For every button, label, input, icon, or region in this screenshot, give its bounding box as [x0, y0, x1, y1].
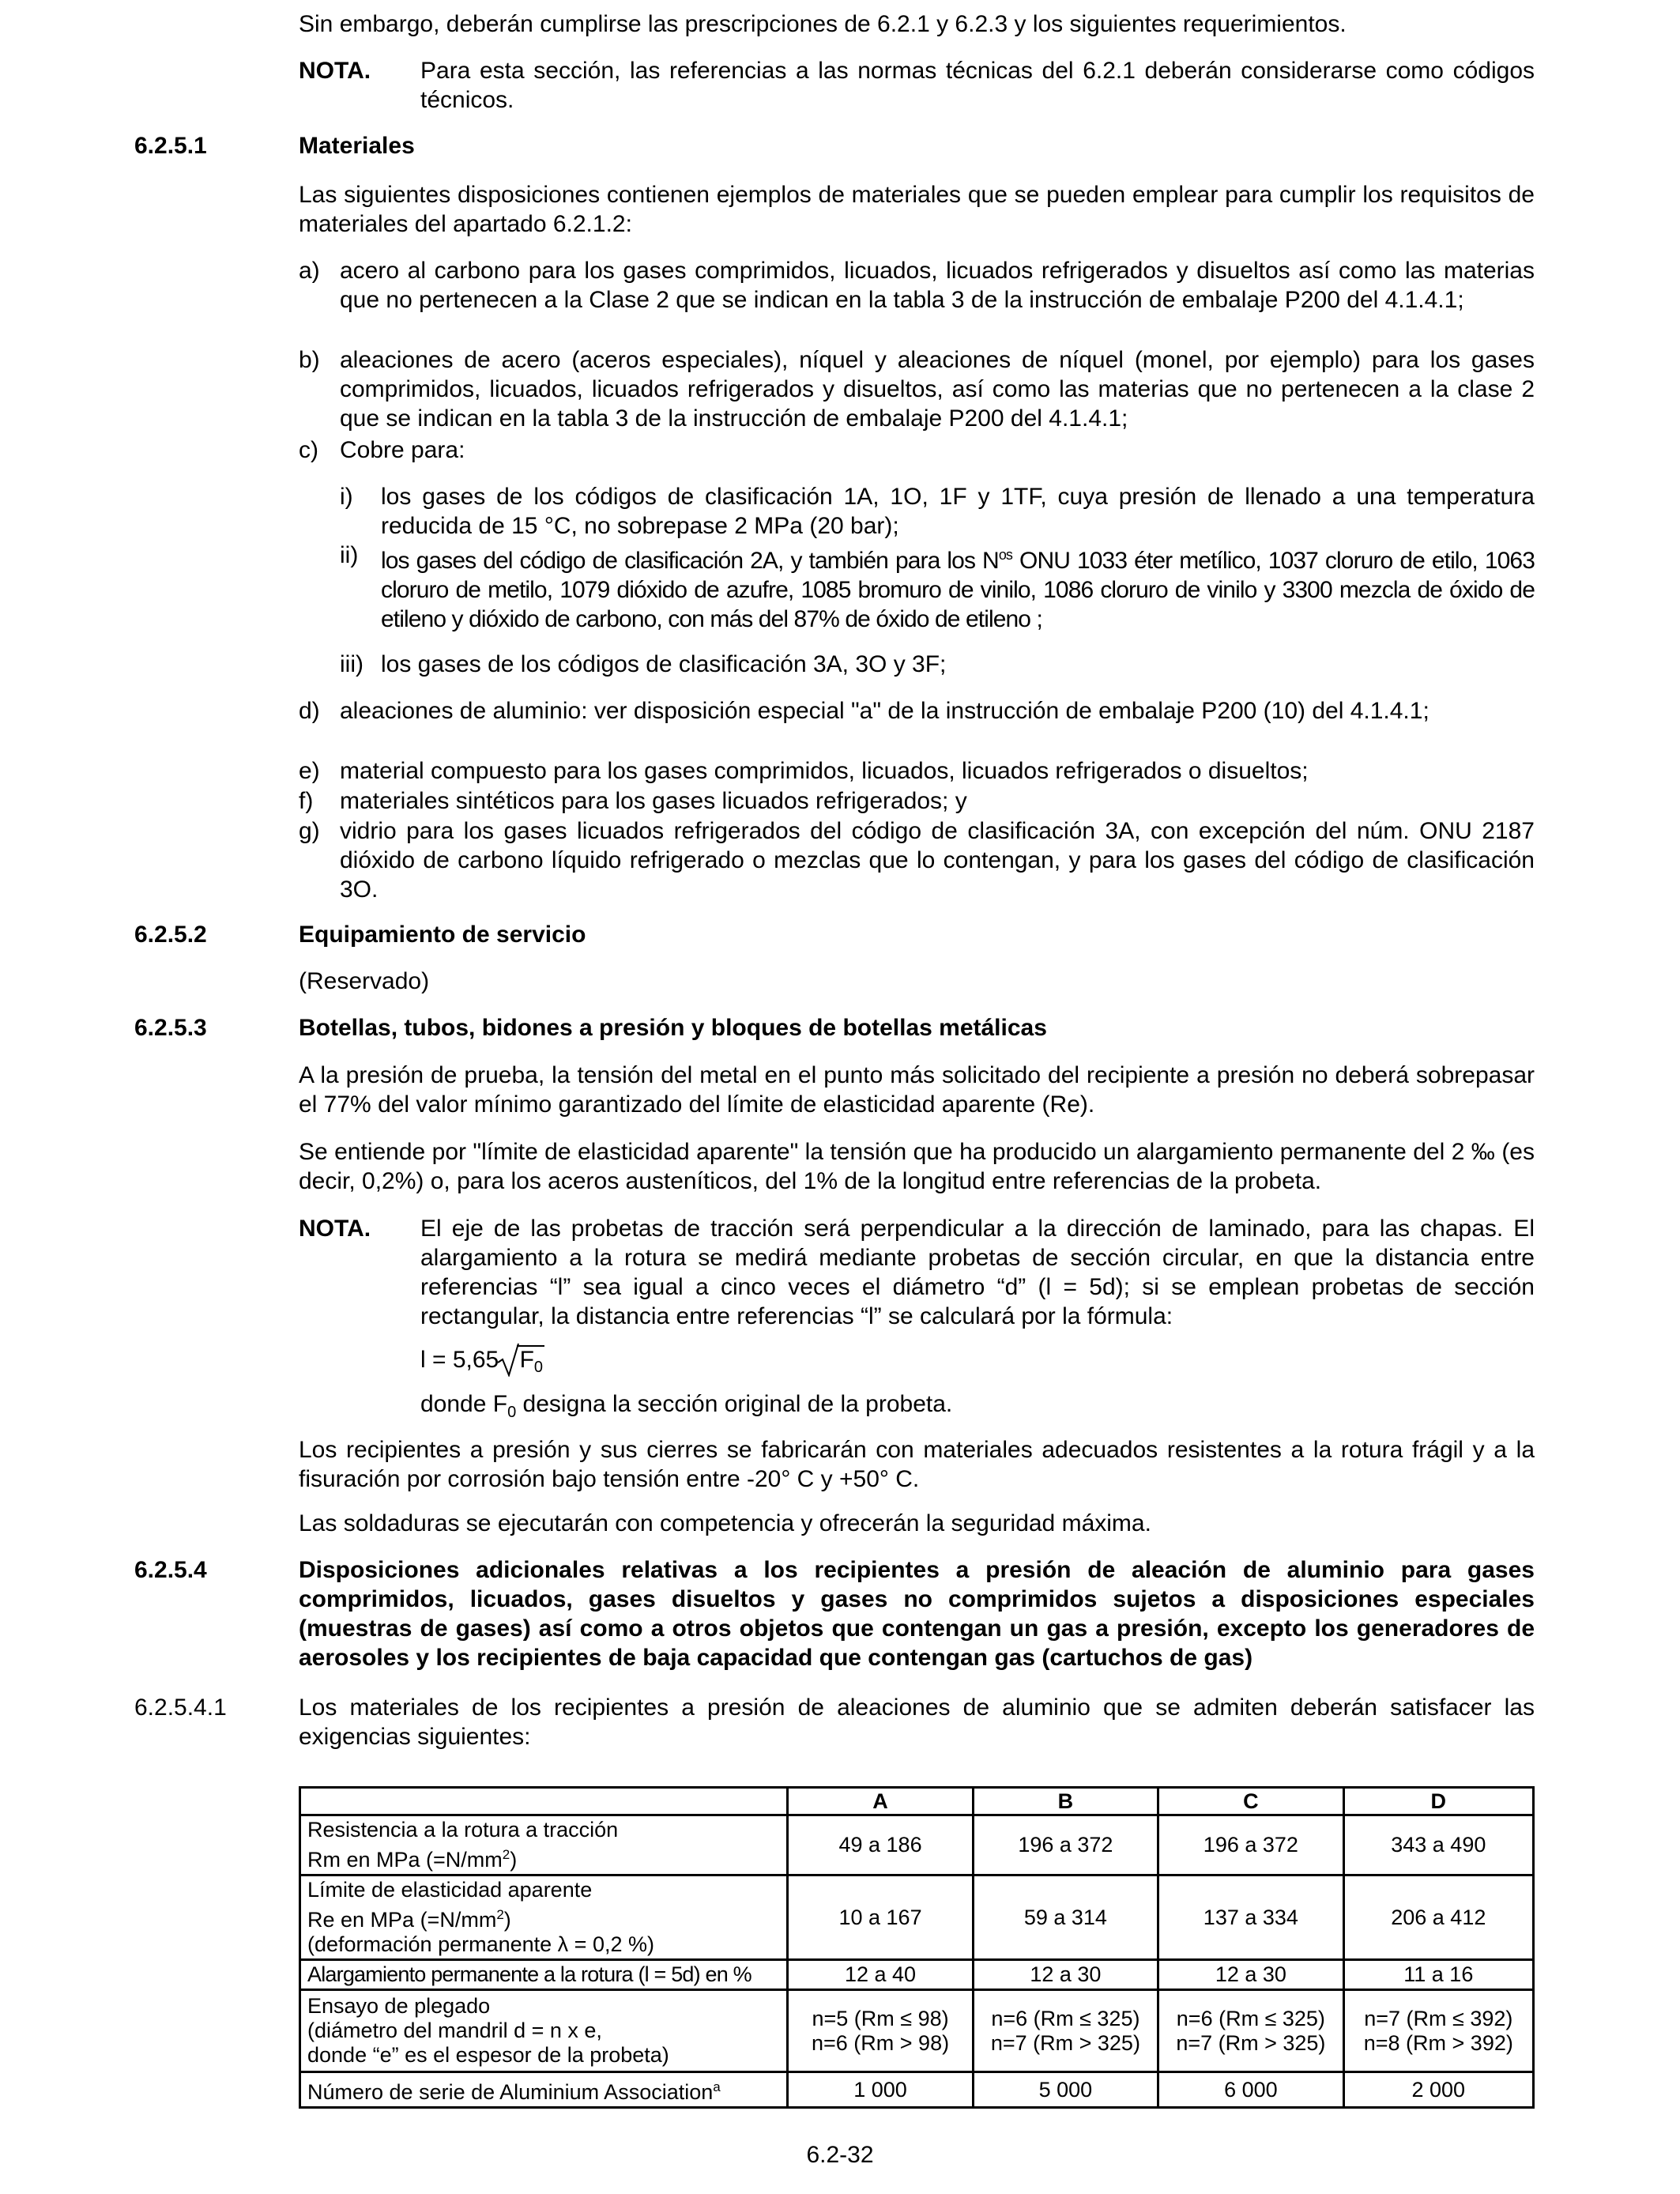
section-number: 6.2.5.4: [134, 1557, 207, 1583]
sublist-item-text: ONU 1033 éter metílico, 1037 cloruro de etilo, 1063 cloruro de metilo, 1079 dióxido de azufre, 1085 bromuro de vinilo, 1086 cloruro de vinilo y 3300 mezcla de óxido de etileno y dióxido de carbono, con más del 87% de óxido de etileno ;: [381, 548, 1535, 632]
sqrt-symbol: [517, 1345, 544, 1381]
row-label-line: [307, 1842, 780, 1872]
nota-label: NOTA.: [299, 1216, 371, 1242]
table-header-row: [300, 1788, 1534, 1815]
formula: [420, 1345, 544, 1381]
cell-line: n=8 (Rm > 392): [1363, 2030, 1513, 2055]
section-number: 6.2.5.4.1: [134, 1695, 227, 1721]
table-row: [300, 1990, 1534, 2072]
list-item: acero al carbono para los gases comprimidos, licuados, licuados refrigerados y disueltos así como las materias que no pertenecen a la Clase 2 que se indican en la tabla 3 de la instrucción de embalaje P200 del 4.1.4.1;: [340, 258, 1535, 313]
page-number: 6.2-32: [806, 2142, 874, 2168]
table-header: D: [1343, 1788, 1533, 1815]
row-label-line: Ensayo de plegado: [307, 1994, 491, 2018]
nota-text: El eje de las probetas de tracción será perpendicular a la dirección de laminado, para las chapas. El alargamiento a la rotura se medirá mediante probetas de sección circular, en que la distancia entre referencias “l” sea igual a cinco veces el diámetro “d” (l = 5d); si se emplean probetas de sección rectangular, la distancia entre referencias “l” se calculará por la fórmula:: [420, 1216, 1535, 1329]
list-item: aleaciones de aluminio: ver disposición especial "a" de la instrucción de embalaje P200 (10) del 4.1.4.1;: [340, 698, 1430, 724]
paragraph: A la presión de prueba, la tensión del metal en el punto más solicitado del recipiente a presión no deberá sobrepasar el 77% del valor mínimo garantizado del límite de elasticidad aparente (Re).: [299, 1062, 1535, 1118]
table-cell: 12 a 40: [788, 1960, 973, 1990]
table-header: [300, 1788, 788, 1815]
list-item-label: g): [299, 818, 320, 844]
table-cell: 137 a 334: [1158, 1875, 1343, 1960]
table-cell: 206 a 412: [1343, 1875, 1533, 1960]
section-title: Disposiciones adicionales relativas a los recipientes a presión de aleación de aluminio para gases comprimidos, licuados, gases disueltos y gases no comprimidos sujetos a disposiciones especiales (muestras de gases) así como a otros objetos que contengan un gas a presión, excepto los generadores de aerosoles y los recipientes de baja capacidad que contengan gas (cartuchos de gas): [299, 1557, 1535, 1671]
reserved-text: (Reservado): [299, 968, 430, 994]
materials-intro: Las siguientes disposiciones contienen ejemplos de materiales que se pueden emplear para cumplir los requisitos de materiales del apartado 6.2.1.2:: [299, 182, 1535, 237]
table-cell: 5 000: [973, 2072, 1158, 2108]
table-cell: [788, 1990, 973, 2072]
formula-variable: F: [519, 1347, 534, 1373]
row-label-text: Re en MPa (=N/mm: [307, 1908, 497, 1932]
table-cell: 10 a 167: [788, 1875, 973, 1960]
section-number: 6.2.5.1: [134, 133, 207, 159]
cell-line: n=6 (Rm ≤ 325): [991, 2006, 1140, 2030]
sublist-item-label: i): [340, 484, 353, 510]
list-item: vidrio para los gases licuados refrigerados del código de clasificación 3A, con excepción del núm. ONU 2187 dióxido de carbono líquido refrigerado o mezclas que lo contengan, y para los gases del código de clasificación 3O.: [340, 818, 1535, 903]
list-item-label: d): [299, 698, 320, 724]
superscript: 2: [496, 1907, 504, 1922]
table-cell: 59 a 314: [973, 1875, 1158, 1960]
donde-text: [420, 1389, 952, 1427]
row-label-line: (deformación permanente λ = 0,2 %): [307, 1932, 654, 1956]
table-row: [300, 1960, 1534, 1990]
cell-line: n=5 (Rm ≤ 98): [812, 2006, 949, 2030]
list-item: Cobre para:: [340, 437, 465, 463]
intro-paragraph: Sin embargo, deberán cumplirse las prescripciones de 6.2.1 y 6.2.3 y los siguientes requerimientos.: [299, 11, 1347, 37]
table-cell: [973, 1990, 1158, 2072]
paragraph: Los recipientes a presión y sus cierres se fabricarán con materiales adecuados resistentes a la rotura frágil y a la fisuración por corrosión bajo tensión entre -20° C y +50° C.: [299, 1437, 1535, 1492]
sublist-item-label: iii): [340, 651, 363, 677]
table-cell: 196 a 372: [973, 1815, 1158, 1875]
row-label: Alargamiento permanente a la rotura (l = 5d) en %: [300, 1960, 788, 1990]
superscript: 2: [502, 1847, 510, 1862]
superscript: os: [998, 547, 1013, 563]
list-item-label: b): [299, 347, 320, 373]
sublist-item: los gases de los códigos de clasificación 3A, 3O y 3F;: [381, 651, 947, 677]
row-label: [300, 2072, 788, 2108]
table-header: C: [1158, 1788, 1343, 1815]
section-title: Botellas, tubos, bidones a presión y bloques de botellas metálicas: [299, 1015, 1047, 1041]
table-cell: 6 000: [1158, 2072, 1343, 2108]
donde-subscript: 0: [507, 1404, 517, 1421]
row-label-text: Número de serie de Aluminium Association: [307, 2080, 714, 2104]
paragraph: Los materiales de los recipientes a presión de aleaciones de aluminio que se admiten deberán satisfacer las exigencias siguientes:: [299, 1695, 1535, 1750]
table-cell: 196 a 372: [1158, 1815, 1343, 1875]
row-label-text: ): [503, 1908, 511, 1932]
table-cell: 1 000: [788, 2072, 973, 2108]
row-label: [300, 1875, 788, 1960]
paragraph: Las soldaduras se ejecutarán con competencia y ofrecerán la seguridad máxima.: [299, 1510, 1151, 1536]
formula-subscript: 0: [533, 1359, 544, 1376]
table-cell: 2 000: [1343, 2072, 1533, 2108]
table-row: [300, 2072, 1534, 2108]
sublist-item-text: los gases del código de clasificación 2A, y también para los N: [381, 548, 999, 574]
table-cell: 12 a 30: [973, 1960, 1158, 1990]
row-label-line: (diámetro del mandril d = n x e,: [307, 2019, 602, 2042]
cell-line: n=7 (Rm ≤ 392): [1364, 2006, 1513, 2030]
row-label-line: [307, 1902, 780, 1932]
table-cell: [1343, 1990, 1533, 2072]
cell-line: n=6 (Rm ≤ 325): [1176, 2006, 1325, 2030]
row-label-line: Resistencia a la rotura a tracción: [307, 1818, 619, 1842]
aluminium-requirements-table: [299, 1786, 1535, 2109]
table-row: [300, 1815, 1534, 1875]
donde-text-b: designa la sección original de la probeta.: [516, 1391, 953, 1417]
list-item-label: a): [299, 258, 320, 284]
row-label-text: ): [510, 1848, 518, 1872]
list-item: material compuesto para los gases comprimidos, licuados, licuados refrigerados o disueltos;: [340, 758, 1309, 784]
section-title: Materiales: [299, 133, 415, 159]
row-label-line: Límite de elasticidad aparente: [307, 1878, 593, 1902]
sublist-item: los gases de los códigos de clasificación 1A, 1O, 1F y 1TF, cuya presión de llenado a una temperatura reducida de 15 °C, no sobrepase 2 MPa (20 bar);: [381, 484, 1535, 539]
cell-line: n=7 (Rm > 325): [1176, 2030, 1326, 2055]
superscript: a: [713, 2079, 721, 2094]
cell-line: n=7 (Rm > 325): [990, 2030, 1140, 2055]
table-header: B: [973, 1788, 1158, 1815]
row-label-line: donde “e” es el espesor de la probeta): [307, 2043, 669, 2067]
list-item: aleaciones de acero (aceros especiales), níquel y aleaciones de níquel (monel, por ejemplo) para los gases comprimidos, licuados, licuados refrigerados y disueltos, así como las materias que no pertenecen a la clase 2 que se indican en la tabla 3 de la instrucción de embalaje P200 del 4.1.4.1;: [340, 347, 1535, 432]
nota-label: NOTA.: [299, 58, 371, 84]
table-cell: 12 a 30: [1158, 1960, 1343, 1990]
list-item-label: e): [299, 758, 320, 784]
list-item-label: c): [299, 437, 318, 463]
sublist-item: [381, 541, 1535, 634]
list-item-label: f): [299, 788, 314, 814]
row-label-text: Rm en MPa (=N/mm: [307, 1848, 503, 1872]
table-cell: [1158, 1990, 1343, 2072]
donde-text-a: donde F: [420, 1391, 508, 1417]
row-label: [300, 1815, 788, 1875]
table-header: A: [788, 1788, 973, 1815]
table-cell: 343 a 490: [1343, 1815, 1533, 1875]
list-item: materiales sintéticos para los gases licuados refrigerados; y: [340, 788, 967, 814]
table-cell: 11 a 16: [1343, 1960, 1533, 1990]
section-number: 6.2.5.3: [134, 1015, 207, 1041]
paragraph: Se entiende por "límite de elasticidad aparente" la tensión que ha producido un alargamiento permanente del 2 ‰ (es decir, 0,2%) o, para los aceros austeníticos, del 1% de la longitud entre referencias de la probeta.: [299, 1139, 1535, 1194]
formula-lhs: l = 5,65: [420, 1347, 499, 1373]
section-number: 6.2.5.2: [134, 922, 207, 948]
table-row: [300, 1875, 1534, 1960]
section-title: Equipamiento de servicio: [299, 922, 586, 948]
table-cell: 49 a 186: [788, 1815, 973, 1875]
row-label: [300, 1990, 788, 2072]
nota-text: Para esta sección, las referencias a las normas técnicas del 6.2.1 deberán considerarse como códigos técnicos.: [420, 58, 1535, 113]
cell-line: n=6 (Rm > 98): [812, 2030, 950, 2055]
sublist-item-label: ii): [340, 542, 359, 568]
